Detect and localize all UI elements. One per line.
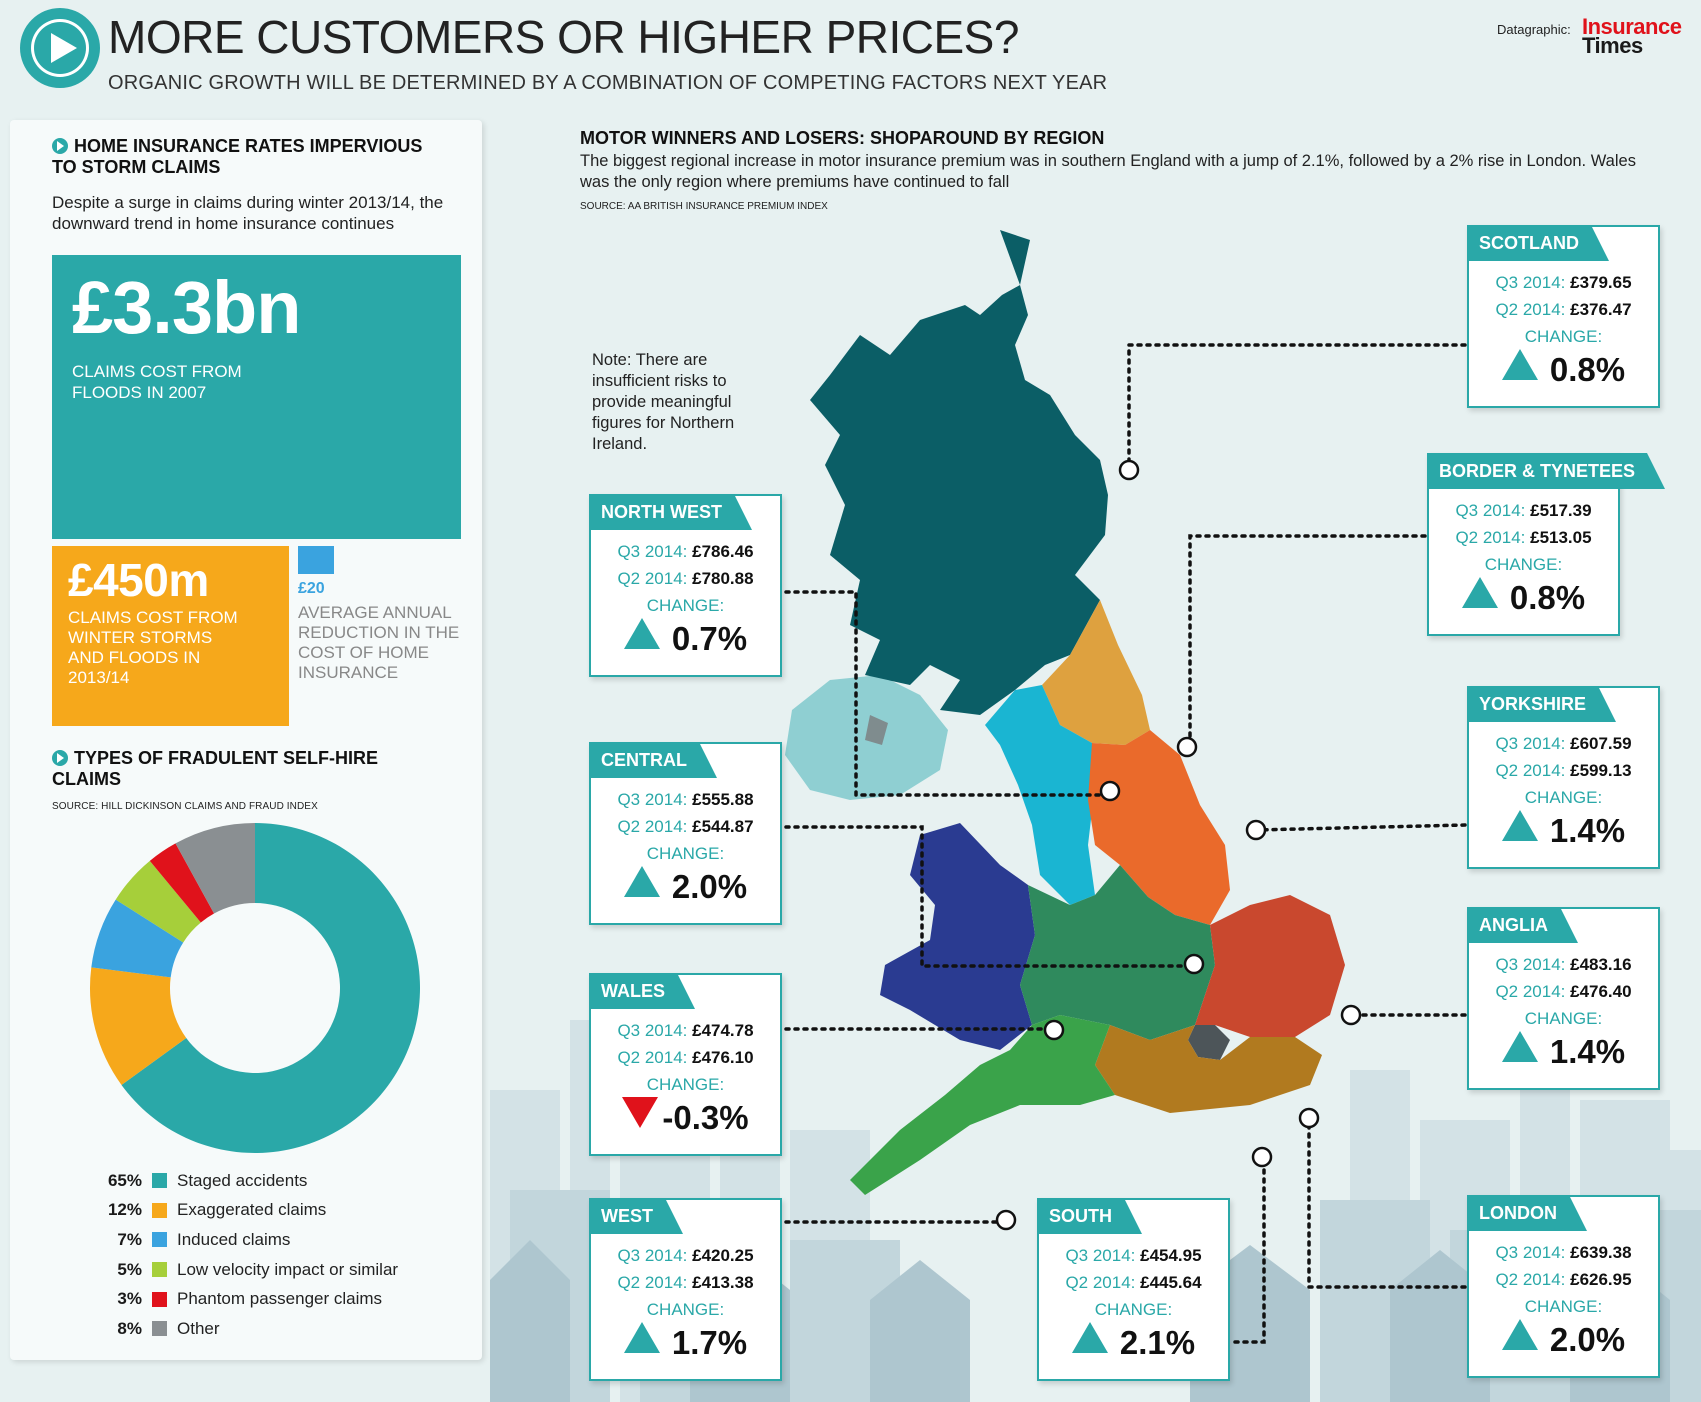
change-value: 1.4% <box>1469 810 1658 850</box>
q2-premium: Q2 2014: £376.47 <box>1495 300 1632 319</box>
region-name: WALES <box>589 973 677 1009</box>
change-label: CHANGE: <box>1524 1009 1603 1028</box>
q3-premium: Q3 2014: £786.46 <box>617 542 754 561</box>
q2-premium: Q2 2014: £476.40 <box>1495 982 1632 1001</box>
change-value: 2.0% <box>1469 1319 1658 1359</box>
legend-label: Phantom passenger claims <box>177 1289 383 1309</box>
change-label: CHANGE: <box>646 844 725 863</box>
change-label: CHANGE: <box>646 1300 725 1319</box>
region-card-central <box>589 742 782 925</box>
legend-value: 7% <box>117 1229 142 1249</box>
down-arrow-icon <box>622 1097 658 1128</box>
stat-label: CLAIMS COST FROM FLOODS IN 2007 <box>72 362 242 402</box>
stat-value: £450m <box>68 554 209 606</box>
motor-title: MOTOR WINNERS AND LOSERS: SHOPAROUND BY REGION <box>580 128 1105 148</box>
region-name: SCOTLAND <box>1467 225 1591 261</box>
up-arrow-icon <box>624 866 660 897</box>
change-label: CHANGE: <box>1524 1297 1603 1316</box>
change-label: CHANGE: <box>1094 1300 1173 1319</box>
up-arrow-icon <box>1462 577 1498 608</box>
region-card-london <box>1467 1195 1660 1378</box>
region-name: SOUTH <box>1037 1198 1124 1234</box>
q2-premium: Q2 2014: £626.95 <box>1495 1270 1632 1289</box>
marker-south <box>1253 1148 1271 1166</box>
q2-premium: Q2 2014: £599.13 <box>1495 761 1632 780</box>
marker-london <box>1300 1109 1318 1127</box>
q2-premium: Q2 2014: £413.38 <box>617 1273 754 1292</box>
main-title: MORE CUSTOMERS OR HIGHER PRICES? <box>108 11 1019 63</box>
marker-central <box>1185 955 1203 973</box>
region-card-scotland <box>1467 225 1660 408</box>
legend-value: 65% <box>107 1170 142 1190</box>
stat-label: AVERAGE ANNUAL REDUCTION IN THE COST OF HOME INSURANCE <box>298 603 460 682</box>
change-value: 0.7% <box>591 618 780 658</box>
up-arrow-icon <box>1072 1322 1108 1353</box>
q2-premium: Q2 2014: £445.64 <box>1065 1273 1202 1292</box>
region-name: ANGLIA <box>1467 907 1560 943</box>
marker-wales <box>1045 1021 1063 1039</box>
legend-label: Induced claims <box>177 1229 291 1249</box>
legend-value: 3% <box>117 1289 142 1309</box>
q3-premium: Q3 2014: £379.65 <box>1495 273 1632 292</box>
fraud-source: SOURCE: HILL DICKINSON CLAIMS AND FRAUD INDEX <box>52 801 318 812</box>
marker-scotland <box>1120 461 1138 479</box>
q3-premium: Q3 2014: £474.78 <box>617 1021 754 1040</box>
marker-anglia <box>1342 1006 1360 1024</box>
q3-premium: Q3 2014: £420.25 <box>617 1246 754 1265</box>
change-value: 0.8% <box>1469 349 1658 389</box>
marker-west <box>997 1211 1015 1229</box>
q3-premium: Q3 2014: £454.95 <box>1065 1246 1202 1265</box>
motor-source: SOURCE: AA BRITISH INSURANCE PREMIUM INDEX <box>580 201 828 212</box>
q3-premium: Q3 2014: £639.38 <box>1495 1243 1632 1262</box>
region-card-south <box>1037 1198 1230 1381</box>
main-subtitle: ORGANIC GROWTH WILL BE DETERMINED BY A COMBINATION OF COMPETING FACTORS NEXT YEAR <box>108 72 1108 94</box>
legend-label: Other <box>177 1318 220 1338</box>
legend-value: 5% <box>117 1259 142 1279</box>
legend-value: 12% <box>107 1200 142 1220</box>
up-arrow-icon <box>1502 349 1538 380</box>
q3-premium: Q3 2014: £607.59 <box>1495 734 1632 753</box>
q2-premium: Q2 2014: £544.87 <box>617 817 754 836</box>
region-card-anglia <box>1467 907 1660 1090</box>
q2-premium: Q2 2014: £780.88 <box>617 569 754 588</box>
motor-description: The biggest regional increase in motor insurance premium was in southern England with a jump of 2.1%, followed by a 2% rise in London. Wales was the only region where premiums have continued to fall <box>580 152 1636 191</box>
fraud-section-title: TYPES OF FRADULENT SELF-HIRE CLAIMS <box>52 748 379 789</box>
marker-north-west <box>1101 782 1119 800</box>
legend-label: Staged accidents <box>177 1170 308 1190</box>
q3-premium: Q3 2014: £517.39 <box>1455 501 1592 520</box>
region-card-west <box>589 1198 782 1381</box>
change-value: 2.1% <box>1039 1322 1228 1362</box>
region-name: LONDON <box>1467 1195 1569 1231</box>
region-name: CENTRAL <box>589 742 699 778</box>
change-label: CHANGE: <box>1484 555 1563 574</box>
q3-premium: Q3 2014: £555.88 <box>617 790 754 809</box>
change-value: 2.0% <box>591 866 780 906</box>
change-value: 1.7% <box>591 1322 780 1362</box>
marker-yorkshire <box>1247 821 1265 839</box>
legend-label: Low velocity impact or similar <box>177 1259 399 1279</box>
region-name: YORKSHIRE <box>1467 686 1598 722</box>
credit-label: Datagraphic: <box>1497 22 1571 37</box>
q2-premium: Q2 2014: £513.05 <box>1455 528 1592 547</box>
change-value: -0.3% <box>591 1097 780 1137</box>
change-value: 0.8% <box>1429 577 1618 617</box>
legend-label: Exaggerated claims <box>177 1200 327 1220</box>
brand-line1: Insurance <box>1582 14 1682 39</box>
region-name: NORTH WEST <box>589 494 734 530</box>
stat-value: £3.3bn <box>72 266 301 349</box>
region-name: BORDER & TYNETEES <box>1427 453 1647 489</box>
region-card-wales <box>589 973 782 1156</box>
home-section-title: HOME INSURANCE RATES IMPERVIOUS TO STORM CLAIMS <box>52 136 423 177</box>
up-arrow-icon <box>624 1322 660 1353</box>
region-name: WEST <box>589 1198 665 1234</box>
northern-ireland-note: Note: There are insufficient risks to provide meaningful figures for Northern Ireland. <box>592 351 735 453</box>
change-label: CHANGE: <box>646 596 725 615</box>
home-description: Despite a surge in claims during winter 2013/14, the downward trend in home insurance continues <box>52 193 444 233</box>
marker-border-tynetees <box>1178 738 1196 756</box>
up-arrow-icon <box>1502 1031 1538 1062</box>
q2-premium: Q2 2014: £476.10 <box>617 1048 754 1067</box>
up-arrow-icon <box>1502 1319 1538 1350</box>
change-label: CHANGE: <box>1524 788 1603 807</box>
legend-value: 8% <box>117 1318 142 1338</box>
change-label: CHANGE: <box>1524 327 1603 346</box>
stat-value: £20 <box>298 580 325 597</box>
brand-line2: Times <box>1582 33 1643 58</box>
change-value: 1.4% <box>1469 1031 1658 1071</box>
q3-premium: Q3 2014: £483.16 <box>1495 955 1632 974</box>
stat-label: CLAIMS COST FROM WINTER STORMS AND FLOODS IN 2013/14 <box>68 608 238 687</box>
region-card-north-west <box>589 494 782 677</box>
up-arrow-icon <box>1502 810 1538 841</box>
region-card-yorkshire <box>1467 686 1660 869</box>
region-card-border-tynetees <box>1427 453 1636 636</box>
up-arrow-icon <box>624 618 660 649</box>
change-label: CHANGE: <box>646 1075 725 1094</box>
